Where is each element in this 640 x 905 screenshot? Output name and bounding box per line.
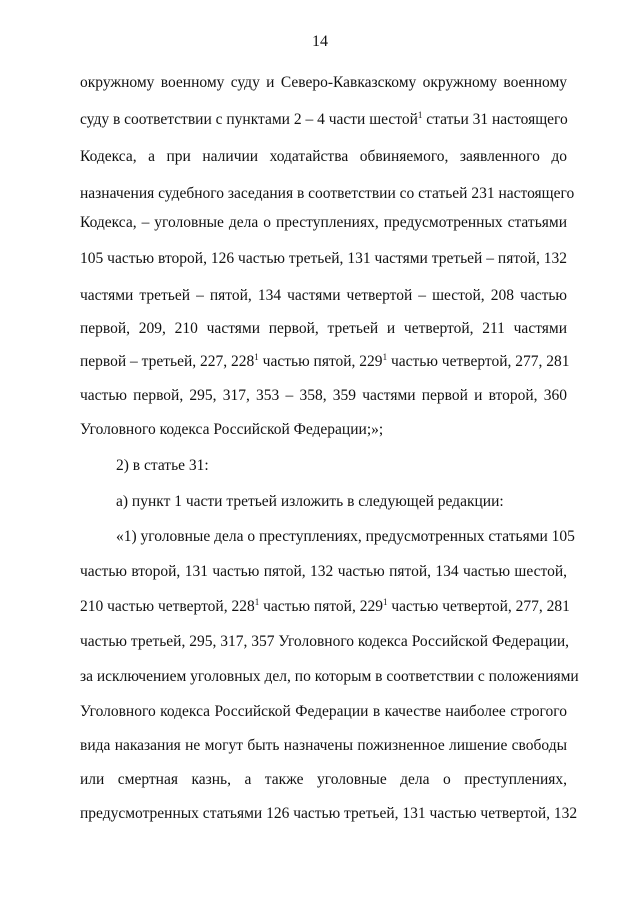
superscript: 1 [254,597,260,607]
text-line: первой, 209, 210 частями первой, третьей и четвертой, 211 частями [80,320,567,337]
superscript: 1 [417,110,423,120]
text-line: частью третьей, 295, 317, 357 Уголовного кодекса Российской Федерации, [80,633,570,650]
text-line: первой – третьей, 227, $228^1$ частью пятой, $229^1$ частью четвертой, 277, 281 [80,352,570,370]
text-line: вида наказания не могут быть назначены пожизненное лишение свободы [80,737,567,754]
text-line: частью первой, 295, 317, 353 – 358, 359 частями первой и второй, 360 [80,387,567,404]
text-line: «1) уголовные дела о преступлениях, предусмотренных статьями 105 [116,528,575,545]
text-line: или смертная казнь, а также уголовные дела о преступлениях, [80,771,567,788]
text-line: 105 частью второй, 126 частью третьей, 131 частями третьей – пятой, 132 [80,250,567,267]
text-line: Кодекса, – уголовные дела о преступлениях, предусмотренных статьями [80,214,567,231]
text-line: Уголовного кодекса Российской Федерации в качестве наиболее строгого [80,703,567,720]
text-line: Уголовного кодекса Российской Федерации;»; [80,421,384,438]
page-number: 14 [312,33,328,50]
text-line: частью второй, 131 частью пятой, 132 частью пятой, 134 частью шестой, [80,563,567,580]
text-line: за исключением уголовных дел, по которым в соответствии с положениями [80,668,579,685]
text-line: окружному военному суду и Северо-Кавказскому окружному военному [80,74,567,91]
text-line: суду в соответствии с пунктами 2 – 4 части шестой$^1$ статьи 31 настоящего [80,110,568,128]
text-line: частями третьей – пятой, 134 частями четвертой – шестой, 208 частью [80,287,567,304]
superscript: 1 [254,352,259,362]
text-line: назначения судебного заседания в соответствии со статьей 231 настоящего [80,185,575,202]
text-line: предусмотренных статьями 126 частью третьей, 131 частью четвертой, 132 [80,805,578,822]
text-line: а) пункт 1 части третьей изложить в следующей редакции: [116,493,504,510]
text-line: 210 частью четвертой, $228^1$ частью пятой, $229^1$ частью четвертой, 277, 281 [80,597,570,615]
superscript: 1 [382,597,388,607]
text-line: Кодекса, а при наличии ходатайства обвиняемого, заявленного до [80,148,567,165]
text-line: 2) в статье 31: [116,457,209,474]
superscript: 1 [382,352,388,362]
